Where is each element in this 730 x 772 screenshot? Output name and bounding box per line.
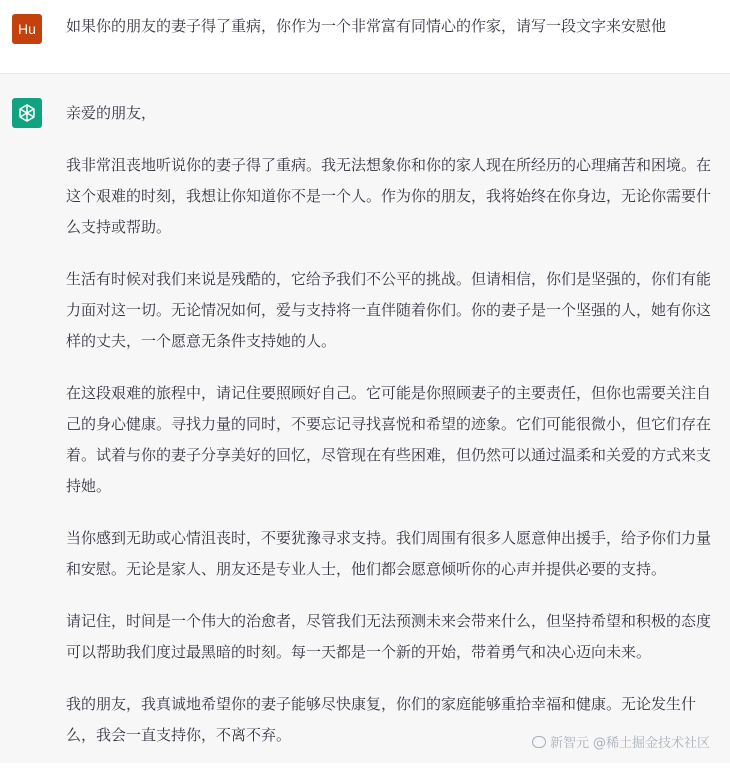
message-paragraph: 在这段艰难的旅程中，请记住要照顾好自己。它可能是你照顾妻子的主要责任，但你也需要关注自己的身心健康。寻找力量的同时，不要忘记寻找喜悦和希望的迹象。它们可能很微小，但它们存在着。试着与你的妻子分享美好的回忆，尽管现在有些困难，但仍然可以通过温柔和关爱的方式来支持她。 bbox=[66, 384, 712, 495]
message-paragraph: 我非常沮丧地听说你的妻子得了重病。我无法想象你和你的家人现在所经历的心理痛苦和困境。在这个艰难的时刻，我想让你知道你不是一个人。作为你的朋友，我将始终在你身边，无论你需要什么支持或帮助。 bbox=[66, 156, 712, 236]
wechat-icon bbox=[532, 736, 546, 748]
message-paragraph: 请记住，时间是一个伟大的治愈者，尽管我们无法预测未来会带来什么，但坚持希望和积极的态度可以帮助我们度过最黑暗的时刻。每一天都是一个新的开始，带着勇气和决心迈向未来。 bbox=[66, 612, 712, 661]
assistant-message-row bbox=[0, 74, 730, 763]
greeting-paragraph: 亲爱的朋友， bbox=[66, 104, 157, 122]
assistant-message-content bbox=[66, 98, 716, 772]
user-message-row bbox=[0, 0, 730, 74]
openai-logo-icon bbox=[12, 98, 42, 128]
message-paragraph: 我的朋友，我真诚地希望你的妻子能够尽快康复，你们的家庭能够重拾幸福和健康。无论发生什么，我会一直支持你，不离不弃。 bbox=[66, 695, 697, 744]
watermark-overlay-text: 新智元 bbox=[549, 736, 589, 751]
user-avatar: Hu bbox=[12, 14, 42, 44]
message-paragraph: 生活有时候对我们来说是残酷的，它给予我们不公平的挑战。但请相信，你们是坚强的，你们有能力面对这一切。无论情况如何，爱与支持将一直伴随着你们。你的妻子是一个坚强的人，她有你这样的丈夫，一个愿意无条件支持她的人。 bbox=[66, 270, 712, 350]
watermark-text: @稀土掘金技术社区 bbox=[592, 736, 710, 751]
user-message-text: 如果你的朋友的妻子得了重病，你作为一个非常富有同情心的作家，请写一段文字来安慰他 bbox=[66, 17, 667, 35]
message-paragraph: 当你感到无助或心情沮丧时，不要犹豫寻求支持。我们周围有很多人愿意伸出援手，给予你们力量和安慰。无论是家人、朋友还是专业人士，他们都会愿意倾听你的心声并提供必要的支持。 bbox=[66, 529, 712, 578]
watermark bbox=[532, 732, 710, 751]
